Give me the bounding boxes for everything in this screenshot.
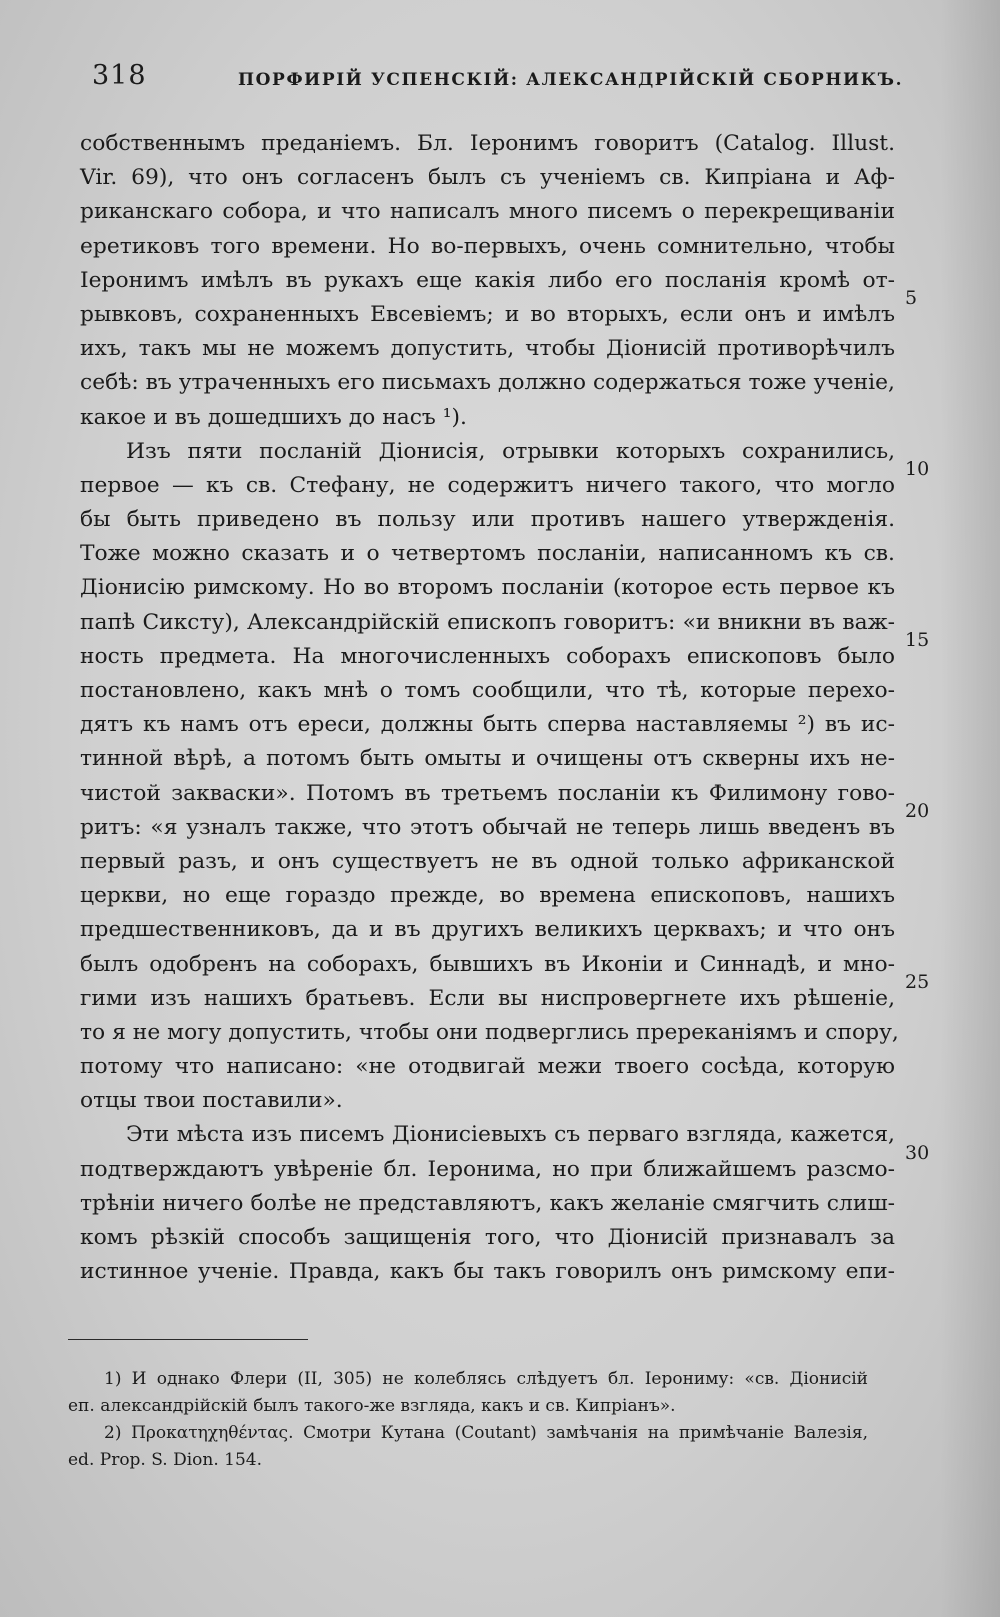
line-number-20: 20 <box>905 800 930 822</box>
line-number-10: 10 <box>905 458 930 480</box>
text-line: собственнымъ преданіемъ. Бл. Іеронимъ говоритъ (Catalog. Illust. <box>80 131 895 156</box>
text-line: первое — къ св. Стефану, не содержитъ ничего такого, что могло <box>80 472 895 498</box>
text-line: Тоже можно сказать и о четвертомъ посланіи, написанномъ къ св. <box>80 541 895 567</box>
text-line: отцы твои поставили». <box>80 1088 343 1114</box>
text-line: предшественниковъ, да и въ другихъ великихъ церквахъ; и что онъ <box>80 917 895 943</box>
line-number-5: 5 <box>905 287 918 309</box>
text-line: ритъ: «я узналъ также, что этотъ обычай не теперь лишь введенъ въ <box>80 814 895 840</box>
text-line: дятъ къ намъ отъ ереси, должны быть сперва наставляемы ²) въ ис- <box>80 712 895 738</box>
text-line: комъ рѣзкій способъ защищенія того, что Діонисій признавалъ за <box>80 1225 895 1250</box>
footnotes <box>68 1366 868 1474</box>
text-line: Vir. 69), что онъ согласенъ былъ съ ученіемъ св. Кипріана и Аф- <box>80 165 895 191</box>
footnote-line: еп. александрійскій былъ такого-же взгляда, какъ и св. Кипріанъ». <box>68 1396 676 1416</box>
text-line: еретиковъ того времени. Но во-первыхъ, очень сомнительно, чтобы <box>80 233 895 259</box>
text-line: Изъ пяти посланій Діонисія, отрывки которыхъ сохранились, <box>126 438 895 464</box>
text-line: то я не могу допустить, чтобы они подверглись пререканіямъ и спору, <box>80 1019 899 1045</box>
line-number-15: 15 <box>905 629 930 651</box>
text-line: первый разъ, и онъ существуетъ не въ одной только африканской <box>80 848 895 874</box>
text-line: какое и въ дошедшихъ до насъ ¹). <box>80 404 467 430</box>
text-line: гими изъ нашихъ братьевъ. Если вы ниспровергнете ихъ рѣшеніе, <box>80 985 895 1011</box>
text-line: себѣ: въ утраченныхъ его письмахъ должно содержаться тоже ученіе, <box>80 370 895 396</box>
page-number: 318 <box>92 60 147 91</box>
text-line: рывковъ, сохраненныхъ Евсевіемъ; и во вторыхъ, если онъ и имѣлъ <box>80 301 895 327</box>
line-number-25: 25 <box>905 971 930 993</box>
running-head: ПОРФИРІЙ УСПЕНСКІЙ: АЛЕКСАНДРІЙСКІЙ СБОРНИКЪ. <box>238 70 904 90</box>
text-line: постановлено, какъ мнѣ о томъ сообщили, что тѣ, которые перехо- <box>80 678 895 703</box>
body-text <box>80 127 899 1289</box>
text-line: потому что написано: «не отодвигай межи твоего сосѣда, которую <box>80 1054 895 1080</box>
text-line: тинной вѣрѣ, а потомъ быть омыты и очищены отъ скверны ихъ не- <box>80 746 895 772</box>
text-line: былъ одобренъ на соборахъ, бывшихъ въ Иконіи и Синнадѣ, и мно- <box>80 951 895 977</box>
footnote-line: 2) Προκατηχηθέντας. Смотри Кутана (Coutant) замѣчанія на примѣчаніе Валезія, <box>104 1423 868 1443</box>
text-line: церкви, но еще гораздо прежде, во времена епископовъ, нашихъ <box>80 883 895 909</box>
footnote-divider <box>68 1339 308 1340</box>
text-line: Діонисію римскому. Но во второмъ посланіи (которое есть первое къ <box>80 575 895 601</box>
footnote-line: 1) И однако Флери (II, 305) не колеблясь слѣдуетъ бл. Іерониму: «св. Діонисій <box>104 1369 868 1389</box>
text-line: бы быть приведено въ пользу или противъ нашего утвержденія. <box>80 507 895 533</box>
page-edge-shadow <box>940 0 1000 1617</box>
text-line: трѣніи ничего болѣе не представляютъ, какъ желаніе смягчить слиш- <box>80 1190 895 1216</box>
text-line: ность предмета. На многочисленныхъ соборахъ епископовъ было <box>80 643 895 669</box>
text-line: риканскаго собора, и что написалъ много писемъ о перекрещиваніи <box>80 199 895 225</box>
text-line: Эти мѣста изъ писемъ Діонисіевыхъ съ перваго взгляда, кажется, <box>126 1122 895 1148</box>
text-line: Іеронимъ имѣлъ въ рукахъ еще какія либо его посланія кромѣ от- <box>80 267 895 293</box>
text-line: подтверждаютъ увѣреніе бл. Іеронима, но при ближайшемъ разсмо- <box>80 1156 895 1182</box>
footnote-line: ed. Prop. S. Dion. 154. <box>68 1450 262 1470</box>
text-line: чистой закваски». Потомъ въ третьемъ посланіи къ Филимону гово- <box>80 780 895 806</box>
text-line: папѣ Сиксту), Александрійскій епископъ говоритъ: «и вникни въ важ- <box>80 609 895 635</box>
line-number-30: 30 <box>905 1142 930 1164</box>
text-line: ихъ, такъ мы не можемъ допустить, чтобы Діонисій противорѣчилъ <box>80 336 895 362</box>
text-line: истинное ученіе. Правда, какъ бы такъ говорилъ онъ римскому епи- <box>80 1259 895 1285</box>
